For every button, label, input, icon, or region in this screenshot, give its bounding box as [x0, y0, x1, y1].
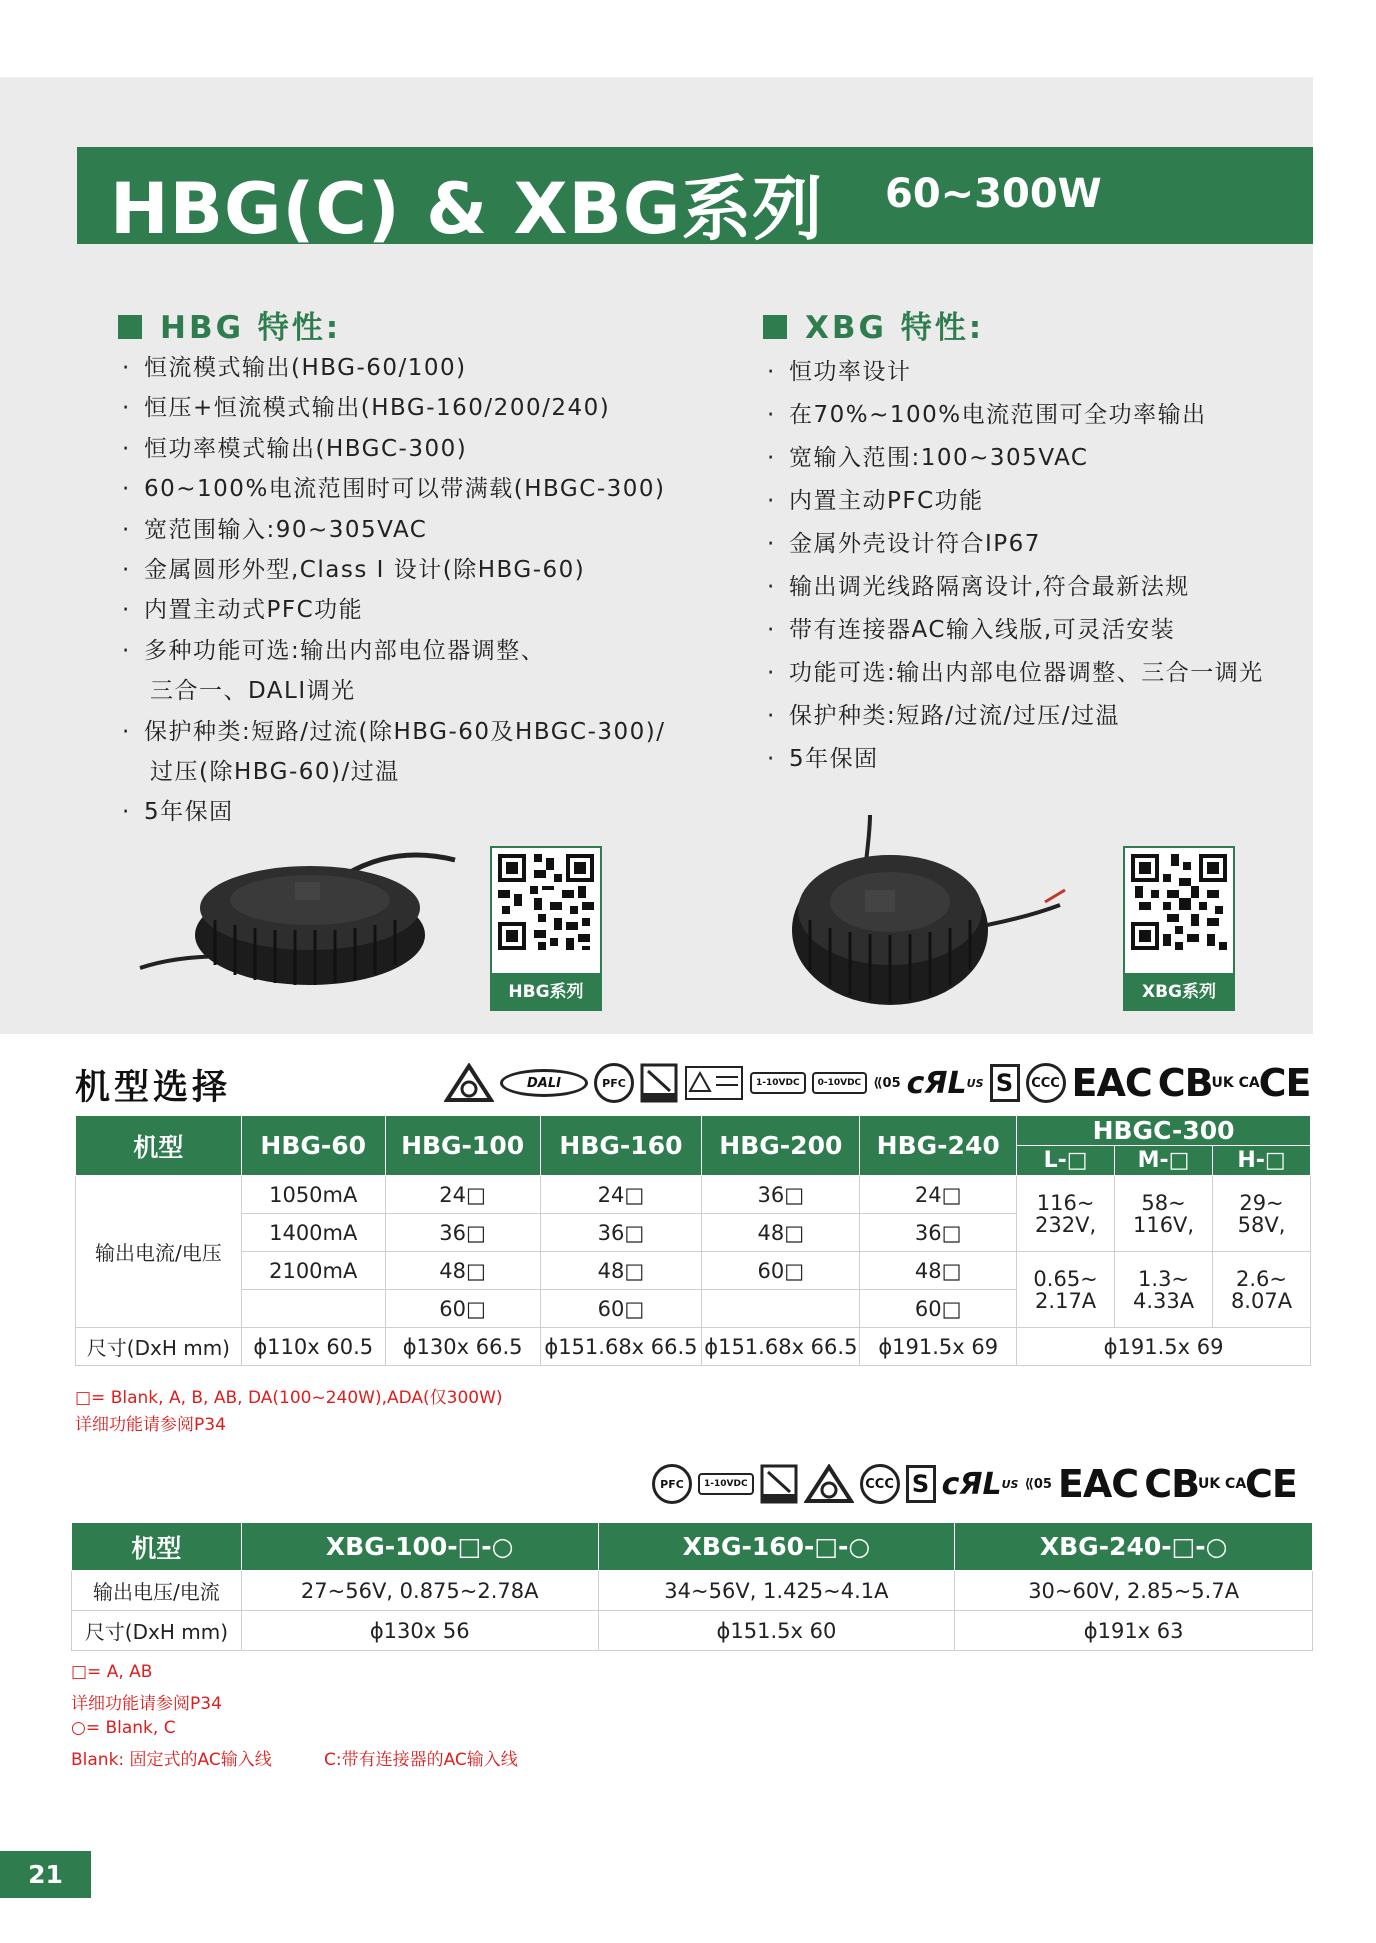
list-item: · 5年保固: [767, 738, 1264, 781]
table-subheader: M-□: [1115, 1146, 1213, 1176]
ukca-mark: UK CA: [1197, 1475, 1247, 1492]
list-item: · 宽输入范围:100~305VAC: [767, 437, 1264, 480]
cert-row-xbg: [652, 1462, 1297, 1506]
table-row: [72, 1611, 1313, 1651]
list-item: · 60~100%电流范围时可以带满载(HBGC-300): [122, 469, 666, 509]
list-item: · 内置主动PFC功能: [767, 480, 1264, 523]
ce-mark: CE: [1245, 1462, 1297, 1506]
hbg-spec-table: [75, 1115, 1311, 1366]
table-header: HBG-200: [702, 1116, 860, 1176]
table-header: XBG-240-□-○: [955, 1523, 1313, 1571]
ukca-mark: UK CA: [1211, 1074, 1260, 1091]
table-cell: 36□: [702, 1176, 860, 1214]
table-cell: [241, 1290, 385, 1328]
cert-eac05: ⟪ 05: [873, 1075, 901, 1091]
table-cell: 60□: [540, 1290, 702, 1328]
cert-1-10vdc: 1-10VDC: [750, 1072, 806, 1094]
table-cell: 24□: [540, 1176, 702, 1214]
ccc-circle-icon: CCC: [860, 1464, 900, 1504]
table-cell: 2100mA: [241, 1252, 385, 1290]
s-mark-icon: S: [906, 1465, 936, 1503]
square-bullet-icon: [763, 315, 787, 339]
table-header: HBG-240: [860, 1116, 1017, 1176]
table-cell: 24□: [385, 1176, 540, 1214]
table-cell: 116~ 232V,: [1017, 1176, 1115, 1252]
cert-eac05: ⟪ 05: [1024, 1476, 1052, 1492]
dali-logo: DALI: [500, 1069, 588, 1097]
table-row: [76, 1176, 1311, 1214]
type-hl-icon: [760, 1464, 798, 1504]
cb-mark: CB: [1157, 1061, 1213, 1105]
table-cell: 48□: [860, 1252, 1017, 1290]
table-cell: 36□: [540, 1214, 702, 1252]
table-header: HBG-60: [241, 1116, 385, 1176]
row-label-output: 输出电压/电流: [72, 1571, 242, 1611]
model-selection-title: 机型选择: [75, 1068, 232, 1108]
cb-mark: CB: [1144, 1462, 1200, 1506]
ccc-triangle-icon: [804, 1464, 854, 1504]
ccc-triangle-icon: [444, 1063, 494, 1103]
table-cell: [702, 1290, 860, 1328]
list-item: · 输出调光线路隔离设计,符合最新法规: [767, 566, 1264, 609]
table-row: [72, 1571, 1313, 1611]
table-row: [76, 1252, 1311, 1290]
eac-icon: EAC: [1057, 1462, 1139, 1506]
hbg-note: □= Blank, A, B, AB, DA(100~240W),ADA(仅300W): [75, 1388, 503, 1408]
list-item: 过压(除HBG-60)/过温: [150, 758, 400, 785]
table-cell: ϕ130x 66.5: [385, 1328, 540, 1366]
xbg-qr-card[interactable]: [1123, 846, 1235, 1011]
hbg-note: 详细功能请参阅P34: [75, 1415, 226, 1435]
list-item: · 恒功率模式输出(HBGC-300): [122, 429, 666, 469]
table-cell: ϕ151.68x 66.5: [540, 1328, 702, 1366]
table-cell: 1400mA: [241, 1214, 385, 1252]
row-label-output: 输出电流/电压: [76, 1176, 242, 1328]
table-cell: 27~56V, 0.875~2.78A: [241, 1571, 598, 1611]
cert-row-hbg: [444, 1061, 1310, 1105]
list-item: · 带有连接器AC输入线版,可灵活安装: [767, 609, 1264, 652]
table-row: [76, 1328, 1311, 1366]
table-cell: 60□: [860, 1290, 1017, 1328]
table-header: HBGC-300: [1017, 1116, 1311, 1146]
title-bar: [77, 147, 1313, 250]
hbg-features-list: [122, 348, 666, 833]
hbg-qr-card[interactable]: [490, 846, 602, 1011]
table-cell: 34~56V, 1.425~4.1A: [598, 1571, 955, 1611]
cert-1-10vdc: 1-10VDC: [698, 1473, 754, 1495]
table-cell: 60□: [702, 1252, 860, 1290]
table-cell: 60□: [385, 1290, 540, 1328]
square-bullet-icon: [118, 315, 142, 339]
list-item: · 恒流模式输出(HBG-60/100): [122, 348, 666, 388]
ce-mark: CE: [1258, 1061, 1311, 1105]
table-header-model: 机型: [76, 1116, 242, 1176]
table-cell: ϕ130x 56: [241, 1611, 598, 1651]
table-cell: 36□: [860, 1214, 1017, 1252]
table-cell: 48□: [702, 1214, 860, 1252]
list-item: · 宽范围输入:90~305VAC: [122, 510, 666, 550]
cert-0-10vdc: 0-10VDC: [812, 1072, 868, 1094]
table-subheader: L-□: [1017, 1146, 1115, 1176]
type-hl-icon: [640, 1063, 678, 1103]
table-cell: ϕ151.68x 66.5: [702, 1328, 860, 1366]
page-number: 21: [0, 1851, 91, 1898]
qr-code-icon: [1131, 854, 1227, 966]
table-cell: 29~ 58V,: [1213, 1176, 1311, 1252]
table-cell: 58~ 116V,: [1115, 1176, 1213, 1252]
table-cell: 48□: [385, 1252, 540, 1290]
table-header: XBG-100-□-○: [241, 1523, 598, 1571]
s-mark-icon: S: [990, 1064, 1020, 1102]
xbg-note: 详细功能请参阅P34: [71, 1694, 222, 1714]
table-header: HBG-100: [385, 1116, 540, 1176]
table-cell: 2.6~ 8.07A: [1213, 1252, 1311, 1328]
table-header-model: 机型: [72, 1523, 242, 1571]
list-item: · 金属圆形外型,Class I 设计(除HBG-60): [122, 550, 666, 590]
table-header: XBG-160-□-○: [598, 1523, 955, 1571]
list-item: · 5年保固: [122, 792, 666, 832]
xbg-features-list: [767, 351, 1264, 781]
table-cell: ϕ151.5x 60: [598, 1611, 955, 1651]
table-header: HBG-160: [540, 1116, 702, 1176]
table-cell: 36□: [385, 1214, 540, 1252]
table-subheader: H-□: [1213, 1146, 1311, 1176]
qr-label: XBG系列: [1123, 973, 1235, 1011]
list-item: · 保护种类:短路/过流(除HBG-60及HBGC-300)/: [122, 712, 666, 752]
table-cell: 24□: [860, 1176, 1017, 1214]
pfc-icon: PFC: [594, 1063, 634, 1103]
pfc-icon: PFC: [652, 1464, 692, 1504]
list-item: 三合一、DALI调光: [150, 678, 356, 705]
ccc-circle-icon: CCC: [1026, 1063, 1066, 1103]
safety-mark-icon: [684, 1063, 744, 1103]
xbg-features-heading: XBG 特性:: [763, 302, 984, 347]
table-cell: 1.3~ 4.33A: [1115, 1252, 1213, 1328]
xbg-note: □= A, AB: [71, 1662, 153, 1682]
xbg-note: Blank: 固定式的AC输入线: [71, 1750, 272, 1770]
row-label-size: 尺寸(DxH mm): [72, 1611, 242, 1651]
list-item: · 恒功率设计: [767, 351, 1264, 394]
list-item: · 内置主动式PFC功能: [122, 590, 666, 630]
eac-icon: EAC: [1071, 1061, 1152, 1105]
list-item: · 恒压+恒流模式输出(HBG-160/200/240): [122, 388, 666, 428]
qr-label: HBG系列: [490, 973, 602, 1011]
table-cell: ϕ110x 60.5: [241, 1328, 385, 1366]
table-cell: 0.65~ 2.17A: [1017, 1252, 1115, 1328]
xbg-note: C:带有连接器的AC输入线: [324, 1750, 518, 1770]
xbg-note: ○= Blank, C: [71, 1718, 176, 1738]
hbg-product-image: [135, 830, 475, 1000]
list-item: · 保护种类:短路/过流/过压/过温: [767, 695, 1264, 738]
table-cell: 1050mA: [241, 1176, 385, 1214]
table-cell: ϕ191.5x 69: [860, 1328, 1017, 1366]
xbg-product-image: [790, 810, 1080, 1010]
qr-code-icon: [498, 854, 594, 966]
list-item: · 多种功能可选:输出内部电位器调整、: [122, 631, 666, 671]
table-cell: 30~60V, 2.85~5.7A: [955, 1571, 1313, 1611]
ul-logo: ᴄ ЯL US: [941, 1466, 1019, 1502]
list-item: · 功能可选:输出内部电位器调整、三合一调光: [767, 652, 1264, 695]
hbg-features-heading: HBG 特性:: [118, 302, 341, 347]
ul-logo: ᴄ ЯL US: [906, 1065, 984, 1101]
table-cell: ϕ191x 63: [955, 1611, 1313, 1651]
power-range: 60~300W: [885, 171, 1102, 217]
list-item: · 金属外壳设计符合IP67: [767, 523, 1264, 566]
xbg-spec-table: [71, 1522, 1313, 1651]
table-cell: ϕ191.5x 69: [1017, 1328, 1311, 1366]
list-item: · 在70%~100%电流范围可全功率输出: [767, 394, 1264, 437]
page-title: HBG(C) & XBG系列: [110, 168, 824, 250]
row-label-size: 尺寸(DxH mm): [76, 1328, 242, 1366]
table-cell: 48□: [540, 1252, 702, 1290]
